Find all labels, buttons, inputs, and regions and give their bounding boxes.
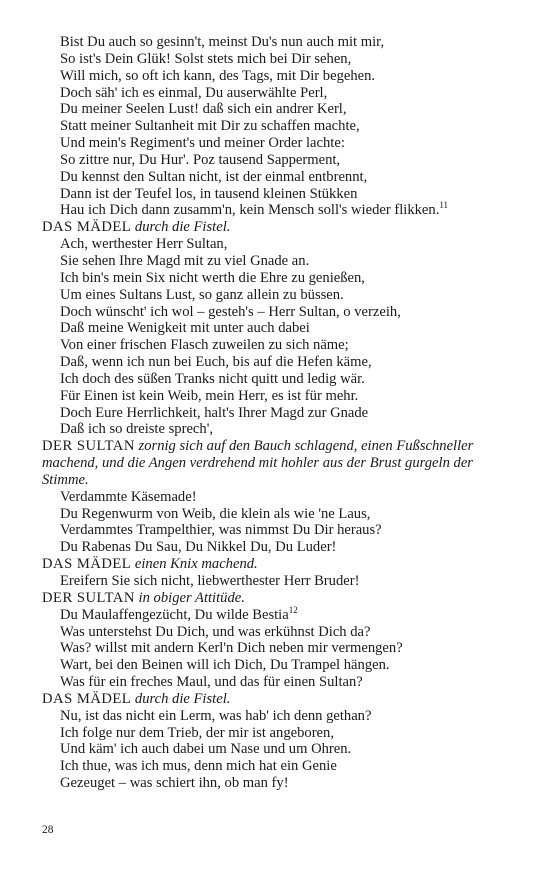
verse-text: Verdammte Käsemade! <box>60 488 197 505</box>
verse-text: Hau ich Dich dann zusamm'n, kein Mensch soll's wieder flikken. <box>60 202 440 219</box>
verse-text: Ich doch des süßen Tranks nicht quitt und ledig wär. <box>60 370 365 387</box>
verse-line <box>42 101 512 118</box>
verse-text: Sie sehen Ihre Magd mit zu viel Gnade an. <box>60 252 310 269</box>
text-page <box>42 34 512 792</box>
verse-text: Daß, wenn ich nun bei Euch, bis auf die Hefen käme, <box>60 354 372 371</box>
speaker-name: DAS MÄDEL <box>42 219 132 236</box>
verse-text: Daß meine Wenigkeit mit unter auch dabei <box>60 320 310 337</box>
verse-line <box>42 741 512 758</box>
verse-text: Dann ist der Teufel los, in tausend kleinen Stükken <box>60 185 358 202</box>
speaker-heading <box>42 438 512 489</box>
verse-line <box>42 674 512 691</box>
verse-text: Wart, bei den Beinen will ich Dich, Du Trampel hängen. <box>60 657 390 674</box>
verse-text: Doch säh' ich es einmal, Du auserwählte Perl, <box>60 84 328 101</box>
verse-line <box>42 522 512 539</box>
verse-line <box>42 388 512 405</box>
verse-line <box>42 135 512 152</box>
verse-text: Was? willst mit andern Kerl'n Dich neben mir vermengen? <box>60 640 403 657</box>
verse-text: Doch wünscht' ich wol – gesteh's – Herr Sultan, o verzeih, <box>60 303 401 320</box>
verse-text: Nu, ist das nicht ein Lerm, was hab' ich denn gethan? <box>60 707 372 724</box>
verse-line <box>42 624 512 641</box>
verse-line <box>42 118 512 135</box>
verse-text: Du meiner Seelen Lust! daß sich ein andrer Kerl, <box>60 101 347 118</box>
speaker-heading <box>42 590 512 607</box>
verse-text: Verdammtes Trampelthier, was nimmst Du Dir heraus? <box>60 522 382 539</box>
verse-line <box>42 506 512 523</box>
speaker-heading <box>42 691 512 708</box>
verse-text: Statt meiner Sultanheit mit Dir zu schaffen machte, <box>60 118 360 135</box>
verse-text: Ereifern Sie sich nicht, liebwerthester Herr Bruder! <box>60 573 360 589</box>
stage-direction: einen Knix machend. <box>134 556 258 573</box>
verse-text: So zittre nur, Du Hur'. Poz tausend Sapperment, <box>60 151 341 168</box>
verse-text: Und käm' ich auch dabei um Nase und um Ohren. <box>60 741 352 758</box>
verse-line <box>42 758 512 775</box>
verse-line <box>42 270 512 287</box>
verse-line <box>42 539 512 556</box>
stage-direction: zornig sich auf den Bauch schlagend, einen Fußschneller machend, und die Angen verdrehend mit hohler aus der Brust gurgeln der Stimme. <box>42 438 474 488</box>
verse-line <box>42 708 512 725</box>
verse-text: Will mich, so oft ich kann, des Tags, mit Dir begehen. <box>60 67 376 84</box>
speaker-name: DAS MÄDEL <box>42 556 132 573</box>
verse-text: Gezeuget – was schiert ihn, ob man fy! <box>60 775 289 792</box>
verse-text: Um eines Sultans Lust, so ganz allein zu büssen. <box>60 286 344 303</box>
speaker-name: DAS MÄDEL <box>42 690 132 707</box>
verse-line <box>42 320 512 337</box>
speaker-name: DER SULTAN <box>42 438 135 455</box>
verse-text: Bist Du auch so gesinn't, meinst Du's nun auch mit mir, <box>60 34 385 50</box>
verse-line <box>42 202 512 219</box>
verse-line <box>42 354 512 371</box>
verse-text: Du Regenwurm von Weib, die klein als wie 'ne Laus, <box>60 505 371 522</box>
verse-line <box>42 405 512 422</box>
verse-text: Ich folge nur dem Trieb, der mir ist angeboren, <box>60 724 334 741</box>
verse-line <box>42 236 512 253</box>
stage-direction: in obiger Attitüde. <box>138 589 245 606</box>
verse-text: Du kennst den Sultan nicht, ist der einmal entbrennt, <box>60 168 368 185</box>
verse-line <box>42 68 512 85</box>
footnote-marker: 12 <box>288 604 298 615</box>
verse-text: Von einer frischen Flasch zuweilen zu sich näme; <box>60 337 349 354</box>
verse-text: Du Rabenas Du Sau, Du Nikkel Du, Du Luder! <box>60 539 337 556</box>
verse-line <box>42 573 512 590</box>
verse-text: Ich thue, was ich mus, denn mich hat ein Genie <box>60 758 337 775</box>
stage-direction: durch die Fistel. <box>134 690 231 707</box>
verse-line <box>42 337 512 354</box>
verse-line <box>42 304 512 321</box>
verse-line <box>42 640 512 657</box>
verse-line <box>42 169 512 186</box>
verse-line <box>42 657 512 674</box>
verse-line <box>42 775 512 792</box>
verse-line <box>42 421 512 438</box>
verse-text: Ach, werthester Herr Sultan, <box>60 236 228 253</box>
verse-text: Für Einen ist kein Weib, mein Herr, es ist für mehr. <box>60 387 359 404</box>
verse-line <box>42 287 512 304</box>
verse-text: Ich bin's mein Six nicht werth die Ehre zu genießen, <box>60 269 365 286</box>
verse-line <box>42 85 512 102</box>
verse-text: Doch Eure Herrlichkeit, halt's Ihrer Magd zur Gnade <box>60 404 369 421</box>
verse-text: Daß ich so dreiste sprech', <box>60 421 213 438</box>
verse-text: So ist's Dein Glük! Solst stets mich bei Dir sehen, <box>60 50 352 67</box>
verse-line <box>42 604 512 624</box>
footnote-marker: 11 <box>439 200 449 211</box>
speaker-heading <box>42 219 512 236</box>
verse-line <box>42 253 512 270</box>
verse-line <box>42 34 512 51</box>
page-number: 28 <box>42 824 54 836</box>
verse-text: Und mein's Regiment's und meiner Order lachte: <box>60 135 345 152</box>
verse-line <box>42 51 512 68</box>
verse-text: Was für ein freches Maul, und das für einen Sultan? <box>60 674 363 691</box>
verse-line <box>42 371 512 388</box>
verse-text: Was unterstehst Du Dich, und was erkühnst Dich da? <box>60 623 371 640</box>
speaker-name: DER SULTAN <box>42 589 135 606</box>
verse-line <box>42 152 512 169</box>
verse-line <box>42 489 512 506</box>
stage-direction: durch die Fistel. <box>134 219 231 236</box>
verse-line <box>42 725 512 742</box>
speaker-heading <box>42 556 512 573</box>
verse-text: Du Maulaffengezücht, Du wilde Bestia <box>60 606 289 623</box>
